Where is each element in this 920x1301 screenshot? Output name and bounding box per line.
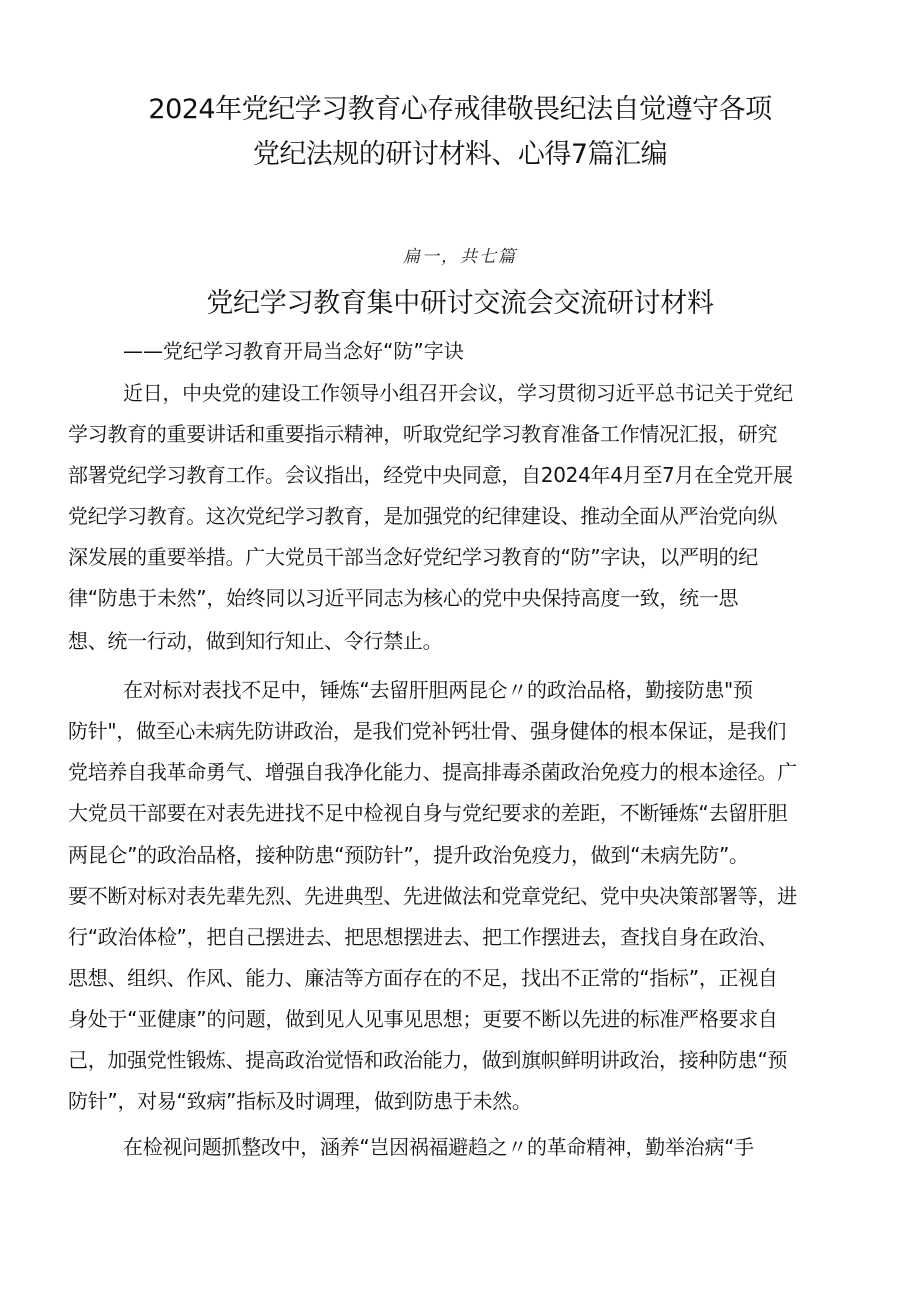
- body-line: 在对标对表找不足中，锤炼“去留肝胆两昆仑〃的政治品格，勤接防患"预: [123, 678, 753, 702]
- body-line: 近日，中央党的建设工作领导小组召开会议，学习贯彻习近平总书记关于党纪: [123, 381, 793, 405]
- body-line: 想、统一行动，做到知行知止、令行禁止。: [68, 629, 443, 653]
- body-line: 要不断对标对表先辈先烈、先进典型、先进做法和党章党纪、党中央决策部署等，进: [68, 884, 797, 908]
- body-line: 防针”，对易“致病”指标及时调理，做到防患于未然。: [68, 1089, 532, 1113]
- body-line: 党纪学习教育。这次党纪学习教育，是加强党的纪律建设、推动全面从严治党向纵: [68, 504, 778, 528]
- body-line: 在检视问题抓整改中，涵养“岂因祸福避趋之〃的革命精神，勤举治病“手: [123, 1135, 754, 1159]
- body-line: 行“政治体检”，把自己摆进去、把思想摆进去、把工作摆进去，查找自身在政治、: [68, 925, 778, 949]
- body-line: 防针"，做至心未病先防讲政治，是我们党补钙壮骨、强身健体的根本保证，是我们: [68, 719, 787, 743]
- article-subtitle: ——党纪学习教育开局当念好“防”字诀: [123, 339, 464, 363]
- section-label: 扁一，共七篇: [403, 247, 517, 267]
- body-line: 深发展的重要举措。广大党员干部当念好党纪学习教育的“防”字诀，以严明的纪: [68, 545, 758, 569]
- article-title: 党纪学习教育集中研讨交流会交流研讨材料: [206, 288, 714, 319]
- document-title-line-2: 党纪法规的研讨材料、心得7篇汇编: [252, 139, 668, 170]
- body-line: 党培养自我革命勇气、增强自我净化能力、提高排毒杀菌政治免疫力的根本途径。广: [68, 760, 797, 784]
- body-line: 思想、组织、作风、能力、廉洁等方面存在的不足，找出不正常的“指标”，正视自: [68, 966, 778, 990]
- body-line: 律“防患于未然”，始终同以习近平同志为核心的党中央保持高度一致，统一思: [68, 586, 739, 610]
- body-line: 部署党纪学习教育工作。会议指出，经党中央同意，自2024年4月至7月在全党开展: [68, 463, 793, 487]
- body-line: 两昆仑”的政治品格，接种防患“预防针”，提升政治免疫力，做到“未病先防”。: [68, 843, 749, 867]
- body-line: 学习教育的重要讲话和重要指示精神，听取党纪学习教育准备工作情况汇报，研究: [68, 422, 778, 446]
- document-title-line-1: 2024年党纪学习教育心存戒律敬畏纪法自觉遵守各项: [148, 94, 772, 125]
- body-line: 身处于“亚健康”的问题，做到见人见事见思想；更要不断以先进的标准严格要求自: [68, 1007, 778, 1031]
- body-line: 大党员干部要在对表先进找不足中检视自身与党纪要求的差距，不断锤炼“去留肝胆: [68, 801, 788, 825]
- body-line: 己，加强党性锻炼、提高政治觉悟和政治能力，做到旗帜鲜明讲政治，接种防患“预: [68, 1048, 788, 1072]
